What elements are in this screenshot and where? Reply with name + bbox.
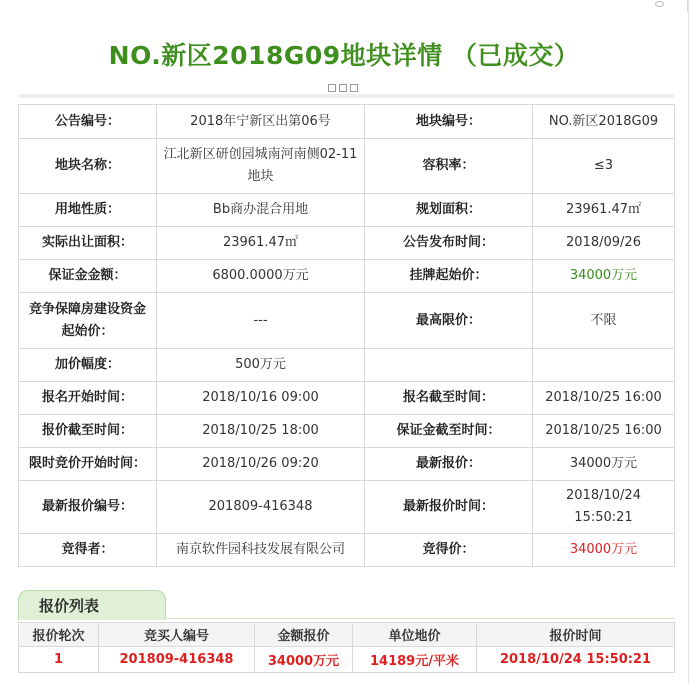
latest-quote-label: 最新报价：: [365, 448, 533, 481]
publish-date-value: 2018/09/26: [533, 227, 675, 260]
parcel-name-label: 地块名称：: [19, 139, 157, 194]
latest-quote-no-label: 最新报价编号：: [19, 481, 157, 534]
scroll-indicator-icon: [655, 1, 664, 7]
deposit-amount-value: 6800.0000万元: [157, 260, 365, 293]
planned-area-value: 23961.47㎡: [533, 194, 675, 227]
latest-quote-time-label: 最新报价时间：: [365, 481, 533, 534]
registration-end-label: 报名截至时间：: [365, 382, 533, 415]
column-header-amount: 金额报价: [255, 623, 353, 647]
bid-list-table: [18, 622, 675, 673]
registration-end-value: 2018/10/25 16:00: [533, 382, 675, 415]
announcement-no-label: 公告编号：: [19, 105, 157, 139]
detail-row: [19, 382, 675, 415]
detail-row: [19, 349, 675, 382]
empty-value-cell: [533, 349, 675, 382]
bid-list-header-row: [19, 623, 675, 647]
timed-bidding-start-value: 2018/10/26 09:20: [157, 448, 365, 481]
pager-dot-icon[interactable]: [350, 84, 358, 92]
price-cap-label: 最高限价：: [365, 293, 533, 349]
detail-row: [19, 481, 675, 534]
actual-area-label: 实际出让面积：: [19, 227, 157, 260]
parcel-name-value: 江北新区研创园城南河南侧02-11地块: [157, 139, 365, 194]
housing-fund-start-price-label: 竞争保障房建设资金起始价：: [19, 293, 157, 349]
page-title: NO.新区2018G09地块详情 （已成交）: [108, 41, 580, 70]
bid-round-cell: 1: [19, 647, 99, 673]
detail-row: [19, 227, 675, 260]
bidder-no-cell: 201809-416348: [99, 647, 255, 673]
bid-amount-cell: 34000万元: [255, 647, 353, 673]
registration-start-value: 2018/10/16 09:00: [157, 382, 365, 415]
detail-row: [19, 293, 675, 349]
detail-row: [19, 194, 675, 227]
title-divider: [18, 94, 674, 98]
timed-bidding-start-label: 限时竞价开始时间：: [19, 448, 157, 481]
empty-label-cell: [365, 349, 533, 382]
tab-bid-list[interactable]: [18, 590, 166, 620]
latest-quote-no-value: 201809-416348: [157, 481, 365, 534]
plot-ratio-value: ≤3: [533, 139, 675, 194]
right-frame-rule: [688, 0, 689, 684]
parcel-detail-table: [18, 104, 675, 567]
plot-ratio-label: 容积率：: [365, 139, 533, 194]
winner-value: 南京软件园科技发展有限公司: [157, 534, 365, 567]
quote-end-label: 报价截至时间：: [19, 415, 157, 448]
table-row: [19, 647, 675, 673]
actual-area-value: 23961.47㎡: [157, 227, 365, 260]
column-header-bidder-no: 竞买人编号: [99, 623, 255, 647]
land-use-value: Bb商办混合用地: [157, 194, 365, 227]
detail-row: [19, 260, 675, 293]
price-cap-value: 不限: [533, 293, 675, 349]
quote-end-value: 2018/10/25 18:00: [157, 415, 365, 448]
quote-time-cell: 2018/10/24 15:50:21: [477, 647, 675, 673]
announcement-no-value: 2018年宁新区出第06号: [157, 105, 365, 139]
parcel-no-label: 地块编号：: [365, 105, 533, 139]
parcel-no-value: NO.新区2018G09: [533, 105, 675, 139]
planned-area-label: 规划面积：: [365, 194, 533, 227]
publish-date-label: 公告发布时间：: [365, 227, 533, 260]
land-use-label: 用地性质：: [19, 194, 157, 227]
detail-row: [19, 139, 675, 194]
unit-price-cell: 14189元/平米: [353, 647, 477, 673]
detail-row: [19, 448, 675, 481]
detail-row: [19, 534, 675, 567]
pager-icon[interactable]: [328, 84, 358, 92]
tab-bid-list-label: 报价列表: [39, 597, 100, 615]
pager-dot-icon[interactable]: [339, 84, 347, 92]
winning-price-label: 竞得价：: [365, 534, 533, 567]
column-header-round: 报价轮次: [19, 623, 99, 647]
detail-row: [19, 105, 675, 139]
deposit-end-value: 2018/10/25 16:00: [533, 415, 675, 448]
winning-price-value: 34000万元: [533, 534, 675, 567]
start-price-label: 挂牌起始价：: [365, 260, 533, 293]
start-price-value: 34000万元: [533, 260, 675, 293]
latest-quote-time-value: 2018/10/24 15:50:21: [533, 481, 675, 534]
registration-start-label: 报名开始时间：: [19, 382, 157, 415]
deposit-amount-label: 保证金金额：: [19, 260, 157, 293]
latest-quote-value: 34000万元: [533, 448, 675, 481]
deposit-end-label: 保证金截至时间：: [365, 415, 533, 448]
column-header-quote-time: 报价时间: [477, 623, 675, 647]
column-header-unit-price: 单位地价: [353, 623, 477, 647]
pager-dot-icon[interactable]: [328, 84, 336, 92]
housing-fund-start-price-value: ---: [157, 293, 365, 349]
detail-row: [19, 415, 675, 448]
bid-increment-value: 500万元: [157, 349, 365, 382]
bid-increment-label: 加价幅度：: [19, 349, 157, 382]
top-frame: [0, 0, 688, 12]
winner-label: 竞得者：: [19, 534, 157, 567]
